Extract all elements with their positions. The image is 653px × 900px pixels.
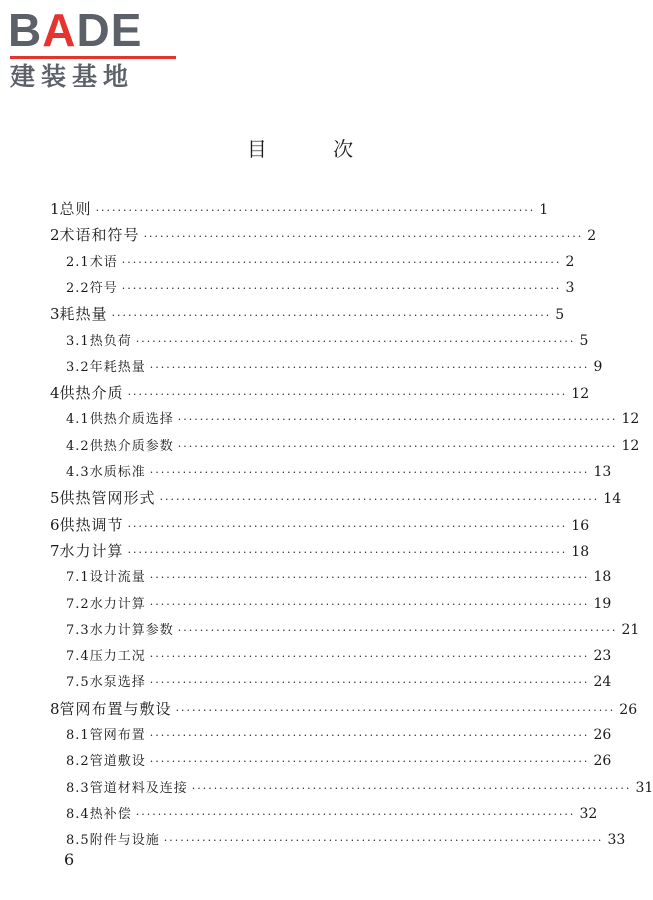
toc-entry-label: 供热介质选择: [89, 412, 174, 428]
dot-leader: ················································································: [177, 623, 618, 637]
toc-entry[interactable]: [50, 380, 590, 406]
logo-wordmark: BADE: [8, 4, 143, 56]
dot-leader: ················································································: [143, 230, 584, 244]
dot-leader: ················································································: [149, 729, 590, 742]
toc-entry-label: 术语和符号: [59, 226, 140, 245]
toc-entry-page: 5: [555, 307, 565, 324]
dot-leader: ················································································: [121, 255, 562, 269]
toc-entry-number: 7: [50, 541, 60, 560]
toc-entry[interactable]: [50, 196, 549, 222]
toc-entry-page: 26: [619, 701, 638, 718]
toc-entry-number: 7.2: [66, 596, 90, 612]
toc-entry-page: 33: [607, 832, 626, 849]
toc-entry-number: 7.5: [66, 675, 90, 691]
toc-entry[interactable]: [66, 328, 589, 354]
toc-entry-label: 耗热量: [59, 305, 108, 324]
toc-entry-number: 3.2: [66, 359, 90, 375]
brand-logo: [8, 4, 178, 96]
toc-entry-page: 21: [621, 621, 640, 638]
toc-entry-label: 符号: [89, 280, 118, 296]
dot-leader: ················································································: [191, 781, 632, 795]
toc-entry-number: 8.5: [66, 833, 90, 849]
toc-entry-number: 4.1: [66, 412, 90, 428]
dot-leader: ················································································: [135, 334, 576, 348]
dot-leader: ················································································: [149, 755, 590, 769]
toc-entry-number: 4: [50, 384, 60, 403]
toc-entry-page: 12: [571, 386, 590, 403]
toc-entry[interactable]: [66, 564, 612, 590]
toc-entry[interactable]: [66, 669, 612, 695]
toc-entry-page: 18: [593, 569, 612, 586]
toc-entry-page: 18: [571, 543, 590, 560]
dot-leader: ················································································: [175, 703, 616, 717]
toc-entry-page: 14: [603, 491, 622, 508]
logo-rule: [10, 56, 176, 59]
toc-entry[interactable]: [66, 643, 612, 669]
toc-entry-label: 水质标准: [89, 465, 146, 480]
toc-entry[interactable]: [66, 433, 640, 459]
dot-leader: ················································································: [149, 650, 590, 664]
toc-entry-number: 4.3: [66, 465, 90, 480]
toc-entry-label: 附件与设施: [89, 833, 160, 849]
toc-entry[interactable]: [66, 722, 612, 748]
dot-leader: ················································································: [121, 281, 562, 295]
toc-entry[interactable]: [66, 591, 612, 617]
toc-entry-label: 热负荷: [89, 333, 132, 349]
toc-entry-label: 压力工况: [89, 649, 146, 665]
page-title: 目 次: [246, 137, 384, 161]
toc-entry-label: 供热介质: [59, 384, 124, 403]
toc-entry[interactable]: [50, 512, 590, 538]
toc-entry-label: 供热介质参数: [89, 438, 174, 454]
dot-leader: ················································································: [163, 834, 604, 848]
toc-entry-label: 年耗热量: [89, 359, 146, 375]
toc-entry-label: 供热管网形式: [59, 489, 156, 508]
toc-entry[interactable]: [66, 459, 612, 485]
dot-leader: ················································································: [149, 571, 590, 585]
dot-leader: ················································································: [149, 466, 590, 479]
toc-entry[interactable]: [66, 406, 640, 432]
toc-entry-page: 26: [593, 753, 612, 770]
toc-entry-page: 16: [571, 517, 590, 534]
toc-entry-label: 水力计算: [89, 596, 146, 612]
dot-leader: ················································································: [149, 676, 590, 690]
dot-leader: ················································································: [177, 413, 618, 427]
toc-entry[interactable]: [66, 801, 598, 827]
toc-entry-page: 12: [621, 437, 640, 454]
toc-entry-number: 7.3: [66, 622, 90, 638]
dot-leader: ················································································: [159, 493, 600, 507]
toc-entry[interactable]: [66, 249, 575, 275]
toc-entry-page: 32: [579, 805, 598, 822]
toc-entry-number: 2: [50, 226, 60, 245]
toc-entry[interactable]: [50, 696, 638, 722]
toc-entry-page: 5: [579, 332, 589, 349]
toc-entry-label: 供热调节: [59, 515, 124, 534]
dot-leader: ················································································: [127, 388, 568, 402]
dot-leader: ················································································: [149, 597, 590, 611]
toc-entry-number: 3.1: [66, 333, 90, 349]
toc-entry-number: 3: [50, 305, 60, 324]
toc-entry-page: 2: [565, 253, 575, 270]
toc-entry[interactable]: [50, 222, 597, 248]
toc-entry-number: 5: [50, 489, 60, 508]
toc-entry[interactable]: [66, 354, 603, 380]
toc-entry-label: 水力计算参数: [89, 622, 174, 638]
toc-entry-label: 管道敷设: [89, 754, 146, 770]
toc-entry-page: 23: [593, 648, 612, 665]
dot-leader: ················································································: [95, 204, 536, 217]
toc-entry[interactable]: [50, 301, 565, 327]
dot-leader: ················································································: [149, 360, 590, 374]
dot-leader: ················································································: [127, 545, 568, 559]
toc-entry-page: 31: [635, 779, 653, 796]
toc-entry-number: 2.2: [66, 280, 90, 296]
dot-leader: ················································································: [135, 807, 576, 821]
page-number: 6: [64, 850, 75, 869]
toc-entry-page: 12: [621, 411, 640, 428]
toc-entry[interactable]: [66, 748, 612, 774]
toc-entry[interactable]: [50, 485, 622, 511]
toc-entry-page: 1: [539, 202, 549, 218]
toc-entry-label: 水力计算: [59, 541, 124, 560]
toc-entry-number: 1: [50, 200, 60, 218]
toc-entry-number: 7.1: [66, 570, 90, 586]
toc-entry-number: 8: [50, 699, 60, 718]
toc-entry-number: 8.1: [66, 728, 90, 743]
toc-entry-number: 8.4: [66, 806, 90, 822]
toc-entry-label: 热补偿: [89, 806, 132, 822]
toc-entry-number: 8.2: [66, 754, 90, 770]
toc-entry-label: 管网布置与敷设: [59, 699, 172, 718]
toc-entry-number: 6: [50, 515, 60, 534]
toc-entry-label: 管网布置: [89, 728, 146, 743]
toc-entry-page: 13: [593, 464, 612, 480]
toc-entry-label: 管道材料及连接: [89, 780, 188, 796]
dot-leader: ················································································: [111, 309, 552, 323]
toc-entry-page: 19: [593, 595, 612, 612]
toc-entry-page: 9: [593, 358, 603, 375]
toc-entry[interactable]: [50, 538, 590, 564]
toc-entry-number: 8.3: [66, 780, 90, 796]
toc-entry-label: 水泵选择: [89, 675, 146, 691]
toc-entry-number: 7.4: [66, 649, 90, 665]
toc-entry-page: 26: [593, 727, 612, 743]
toc-entry-number: 4.2: [66, 438, 90, 454]
dot-leader: ················································································: [127, 519, 568, 533]
toc-entry[interactable]: [66, 775, 653, 801]
toc-entry-page: 3: [565, 279, 575, 296]
dot-leader: ················································································: [177, 439, 618, 453]
toc-entry-label: 总则: [59, 200, 92, 218]
toc-entry-page: 24: [593, 674, 612, 691]
toc-entry[interactable]: [66, 617, 640, 643]
logo-chinese-text: 建装基地: [10, 62, 135, 91]
toc-entry-number: 2.1: [66, 254, 90, 270]
toc-entry-page: 2: [587, 228, 597, 245]
toc-entry-label: 术语: [89, 254, 118, 270]
toc-entry[interactable]: [66, 827, 626, 853]
toc-entry-label: 设计流量: [89, 570, 146, 586]
toc-entry[interactable]: [66, 275, 575, 301]
